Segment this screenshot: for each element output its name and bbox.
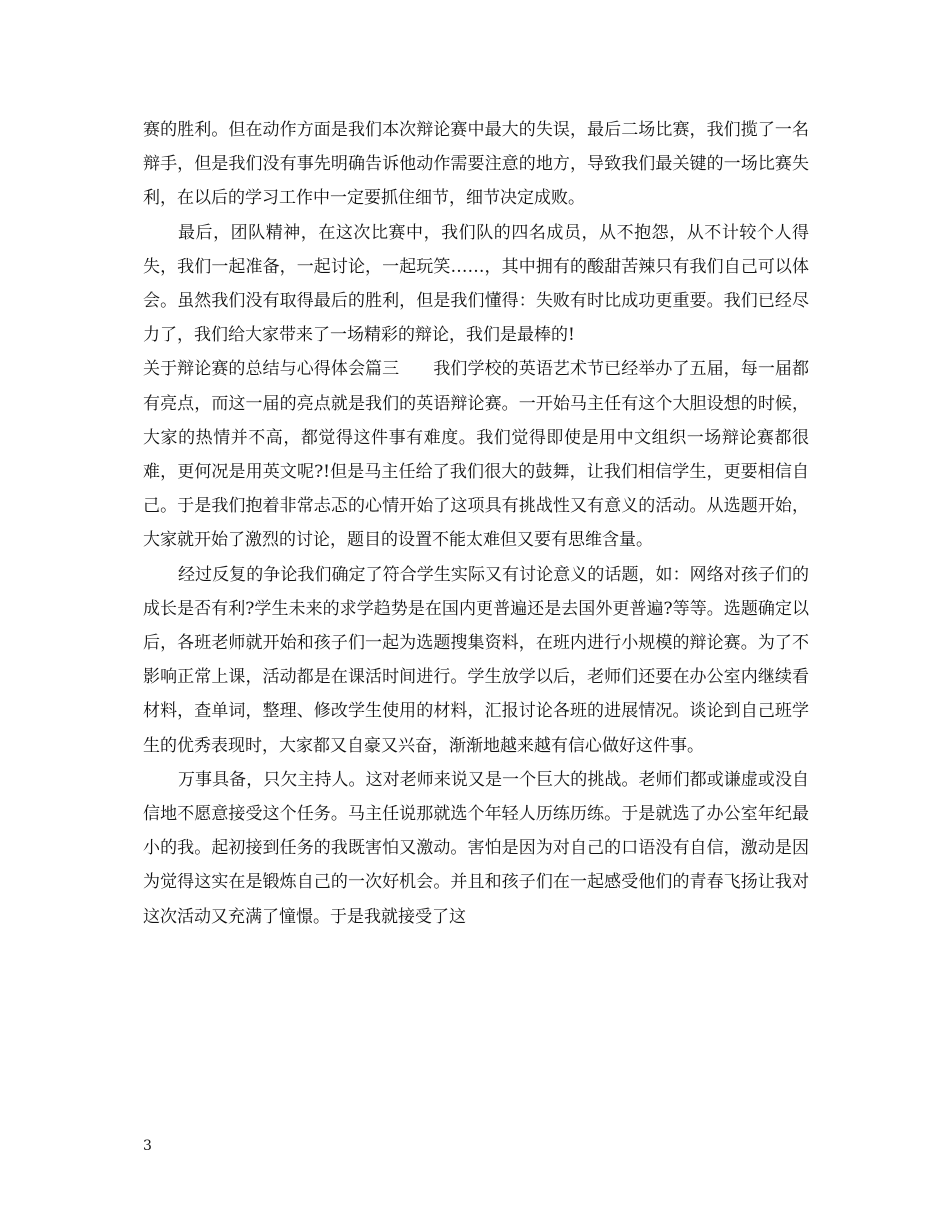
paragraph-2: 最后，团队精神，在这次比赛中，我们队的四名成员，从不抱怨，从不计较个人得失，我们一起准备，一起讨论，一起玩笑……，其中拥有的酸甜苦辣只有我们自己可以体会。虽然我们没有取得最后的胜利，但是我们懂得：失败有时比成功更重要。我们已经尽力了，我们给大家带来了一场精彩的辩论，我们是最棒的! <box>143 222 809 346</box>
page-number: 3 <box>143 1138 152 1154</box>
paragraph-1: 赛的胜利。但在动作方面是我们本次辩论赛中最大的失误，最后二场比赛，我们揽了一名辩手，但是我们没有事先明确告诉他动作需要注意的地方，导致我们最关键的一场比赛失利，在以后的学习工作中一定要抓住细节，细节决定成败。 <box>143 120 809 209</box>
paragraph-5: 万事具备，只欠主持人。这对老师来说又是一个巨大的挑战。老师们都或谦虚或没自信地不愿意接受这个任务。马主任说那就选个年轻人历练历练。于是就选了办公室年纪最小的我。起初接到任务的我既害怕又激动。害怕是因为对自己的口语没有自信，激动是因为觉得这实在是锻炼自己的一次好机会。并且和孩子们在一起感受他们的青春飞扬让我对这次活动又充满了憧憬。于是我就接受了这 <box>143 769 809 927</box>
document-body <box>143 113 809 934</box>
paragraph-3: 关于辩论赛的总结与心得体会篇三 我们学校的英语艺术节已经举办了五届，每一届都有亮点，而这一届的亮点就是我们的英语辩论赛。一开始马主任有这个大胆设想的时候，大家的热情并不高，都觉得这件事有难度。我们觉得即使是用中文组织一场辩论赛都很难，更何况是用英文呢?!但是马主任给了我们很大的鼓舞，让我们相信学生，更要相信自己。于是我们抱着非常忐忑的心情开始了这项具有挑战性又有意义的活动。从选题开始，大家就开始了激烈的讨论，题目的设置不能太难但又要有思维含量。 <box>143 359 809 551</box>
paragraph-4: 经过反复的争论我们确定了符合学生实际又有讨论意义的话题，如：网络对孩子们的成长是否有利?学生未来的求学趋势是在国内更普遍还是去国外更普遍?等等。选题确定以后，各班老师就开始和孩子们一起为选题搜集资料，在班内进行小规模的辩论赛。为了不影响正常上课，活动都是在课活时间进行。学生放学以后，老师们还要在办公室内继续看材料，查单词，整理、修改学生使用的材料，汇报讨论各班的进展情况。谈论到自己班学生的优秀表现时，大家都又自豪又兴奋，渐渐地越来越有信心做好这件事。 <box>143 564 809 756</box>
